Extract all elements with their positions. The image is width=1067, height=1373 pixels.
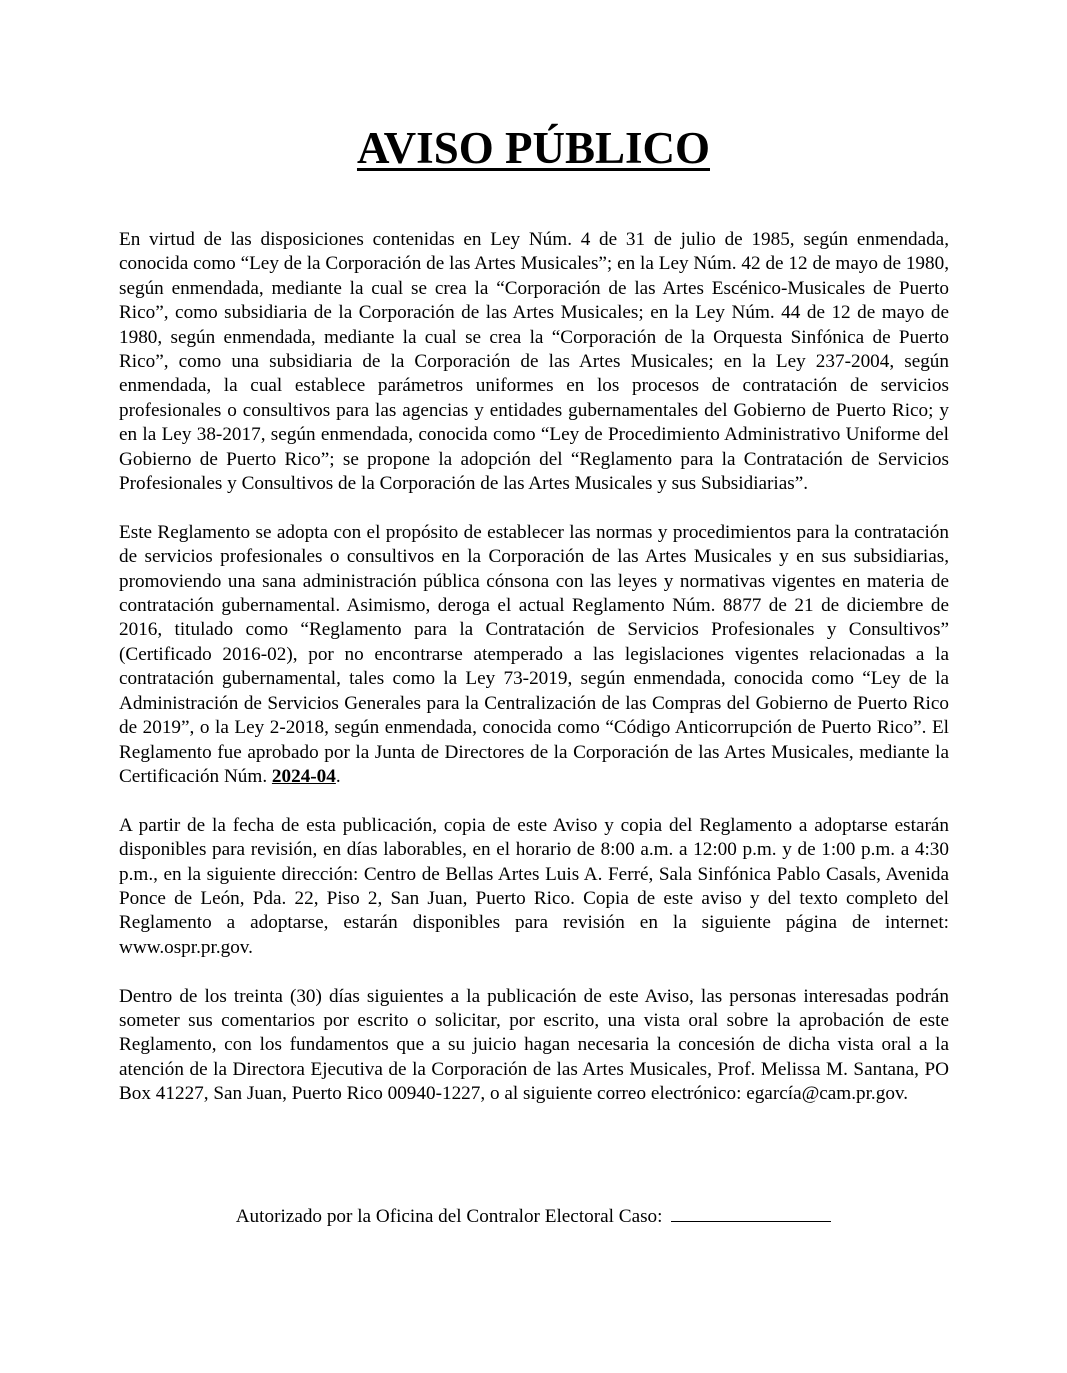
paragraph-purpose-text: Este Reglamento se adopta con el propósito de establecer las normas y procedimientos para la contratación de servicios profesionales o consultivos en la Corporación de las Artes Musicales y en sus subsidiarias, promoviendo una sana administración pública cónsona con las leyes y normativas vigentes en materia de contratación gubernamental. Asimismo, deroga el actual Reglamento Núm. 8877 de 21 de diciembre de 2016, titulado como “Reglamento para la Contratación de Servicios Profesionales y Consultivos” (Certificado 2016-02), por no encontrarse atemperado a las legislaciones vigentes relacionadas a la contratación gubernamental, tales como la Ley 73-2019, según enmendada, conocida como “Ley de la Administración de Servicios Generales para la Centralización de las Compras del Gobierno de Puerto Rico de 2019”, o la Ley 2-2018, según enmendada, conocida como “Código Anticorrupción de Puerto Rico”. El Reglamento fue aprobado por la Junta de Directores de la Corporación de las Artes Musicales, mediante la Certificación Núm.: [119, 521, 949, 787]
authorization-text: Autorizado por la Oficina del Contralor Electoral Caso:: [235, 1206, 668, 1227]
paragraph-purpose-end: .: [335, 765, 341, 787]
authorization-line: [0, 1204, 1067, 1229]
paragraph-availability: A partir de la fecha de esta publicación, copia de este Aviso y copia del Reglamento a adoptarse estarán disponibles para revisión, en días laborables, en el horario de 8:00 a.m. a 12:00 p.m. y de 1:00 p.m. a 4:30 p.m., en la siguiente dirección: Centro de Bellas Artes Luis A. Ferré, Sala Sinfónica Pablo Casals, Avenida Ponce de León, Pda. 22, Piso 2, San Juan, Puerto Rico. Copia de este aviso y del texto completo del Reglamento a adoptarse, estarán disponibles para revisión en la siguiente página de internet: www.ospr.pr.gov.: [119, 814, 949, 958]
paragraph-comments: Dentro de los treinta (30) días siguientes a la publicación de este Aviso, las personas interesadas podrán someter sus comentarios por escrito o solicitar, por escrito, una vista oral sobre la aprobación de este Reglamento, con los fundamentos que a su juicio hagan necesaria la concesión de dicha vista oral a la atención de la Directora Ejecutiva de la Corporación de las Artes Musicales, Prof. Melissa M. Santana, PO Box 41227, San Juan, Puerto Rico 00940-1227, o al siguiente correo electrónico: egarcía@cam.pr.gov.: [119, 985, 949, 1105]
document-title: [0, 118, 1067, 178]
paragraph-purpose: [119, 521, 949, 789]
document-title-text: AVISO PÚBLICO: [356, 123, 710, 173]
certification-number: 2024-04: [271, 765, 336, 787]
case-number-blank: [671, 1204, 831, 1222]
paragraph-legal-basis: En virtud de las disposiciones contenidas en Ley Núm. 4 de 31 de julio de 1985, según enmendada, conocida como “Ley de la Corporación de las Artes Musicales”; en la Ley Núm. 42 de 12 de mayo de 1980, según enmendada, mediante la cual se crea la “Corporación de las Artes Escénico-Musicales de Puerto Rico”, como subsidiaria de la Corporación de las Artes Musicales; en la Ley Núm. 44 de 12 de mayo de 1980, según enmendada, mediante la cual se crea la “Corporación de la Orquesta Sinfónica de Puerto Rico”, como una subsidiaria de la Corporación de las Artes Musicales; en la Ley 237-2004, según enmendada, la cual establece parámetros uniformes en los procesos de contratación de servicios profesionales o consultivos para las agencias y entidades gubernamentales del Gobierno de Puerto Rico; y en la Ley 38-2017, según enmendada, conocida como “Ley de Procedimiento Administrativo Uniforme del Gobierno de Puerto Rico”; se propone la adopción del “Reglamento para la Contratación de Servicios Profesionales y Consultivos de la Corporación de las Artes Musicales y sus Subsidiarias”.: [119, 229, 949, 495]
document-body: [119, 228, 949, 1131]
